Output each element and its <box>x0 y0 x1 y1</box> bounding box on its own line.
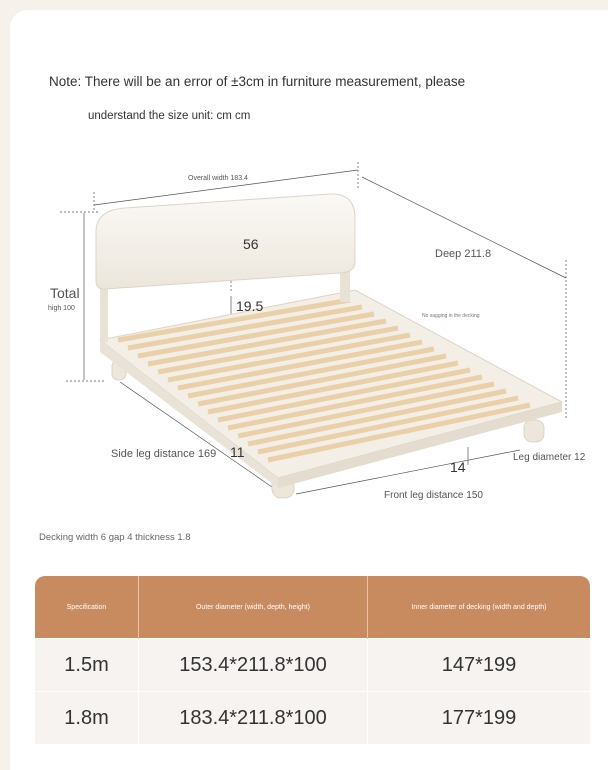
cell-outer: 183.4*211.8*100 <box>139 692 368 745</box>
cell-inner: 177*199 <box>368 692 591 745</box>
front-leg-distance-label: Front leg distance 150 <box>384 490 483 501</box>
no-sagging-note: No sagging in the decking <box>422 313 480 319</box>
table-row <box>35 692 590 745</box>
cell-spec: 1.5m <box>35 639 139 692</box>
total-height-label: high 100 <box>48 305 75 312</box>
leg-diameter-label: Leg diameter 12 <box>513 452 586 463</box>
note-line-1: Note: There will be an error of ±3cm in furniture measurement, please <box>49 74 466 89</box>
header-outer-diameter: Outer diameter (width, depth, height) <box>139 576 368 639</box>
front-gap-label: 14 <box>450 459 466 475</box>
overall-width-label: Overall width 183.4 <box>188 175 248 182</box>
total-label: Total <box>50 285 80 301</box>
decking-spec-label: Decking width 6 gap 4 thickness 1.8 <box>39 532 191 543</box>
table-row <box>35 639 590 692</box>
cell-outer: 153.4*211.8*100 <box>139 639 368 692</box>
side-leg-distance-label: Side leg distance 169 <box>111 448 217 460</box>
spec-table <box>35 576 590 744</box>
header-inner-diameter: Inner diameter of decking (width and depth) <box>368 576 591 639</box>
leg-height-label: 11 <box>230 444 245 460</box>
spec-table-header <box>35 576 590 639</box>
cell-inner: 147*199 <box>368 639 591 692</box>
note-line-2: understand the size unit: cm cm <box>88 110 251 122</box>
headboard-height-label: 56 <box>243 236 259 252</box>
header-specification: Specification <box>35 576 139 639</box>
headboard-gap-label: 19.5 <box>236 298 264 314</box>
depth-label: Deep 211.8 <box>435 248 492 260</box>
cell-spec: 1.8m <box>35 692 139 745</box>
